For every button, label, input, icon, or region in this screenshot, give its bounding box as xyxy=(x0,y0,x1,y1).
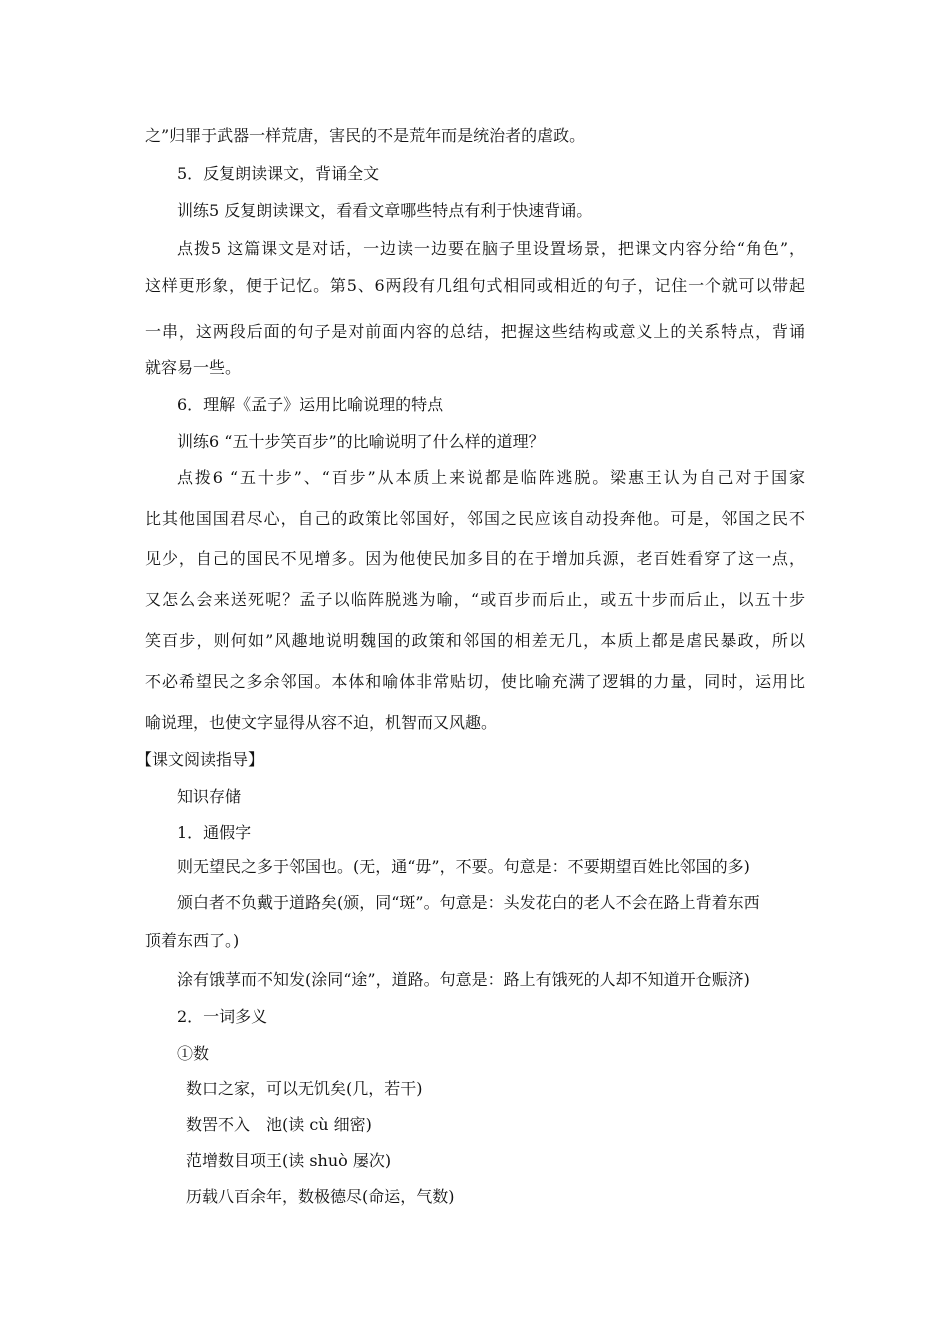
exercise-5: 训练5 反复朗读课文，看看文章哪些特点有利于快速背诵。 xyxy=(177,201,593,220)
example-line: 涂有饿莩而不知发(涂同“途”，道路。句意是：路上有饿死的人却不知道开仓赈济) xyxy=(177,970,750,989)
definition-line: 数口之家，可以无饥矣(几，若干) xyxy=(186,1079,423,1098)
definition-line: 历载八百余年，数极德尽(命运，气数) xyxy=(186,1187,455,1206)
definition-line: 数罟不入 池(读 cù 细密) xyxy=(186,1115,372,1134)
text-line: 之”归罪于武器一样荒唐，害民的不是荒年而是统治者的虐政。 xyxy=(145,126,586,145)
section-heading-2: 2．一词多义 xyxy=(177,1007,268,1026)
hint-6-line: 点拨6 “五十步”、“百步”从本质上来说都是临阵逃脱。梁惠王认为自己对于国家 xyxy=(177,468,805,487)
reading-guide-heading: 【课文阅读指导】 xyxy=(136,750,265,769)
text-line: 喻说理，也使文字显得从容不迫，机智而又风趣。 xyxy=(145,713,498,732)
example-line: 则无望民之多于邻国也。(无，通“毋”，不要。句意是：不要期望百姓比邻国的多) xyxy=(177,857,750,876)
definition-line: 范增数目项王(读 shuò 屡次) xyxy=(186,1151,392,1170)
example-line: 颁白者不负戴于道路矣(颁，同“斑”。句意是：头发花白的老人不会在路上背着东西 xyxy=(177,893,760,912)
text-line: 见少，自己的国民不见增多。因为他使民加多目的在于增加兵源，老百姓看穿了这一点， xyxy=(145,549,805,568)
text-line: 这样更形象，便于记忆。第5、6两段有几组句式相同或相近的句子，记住一个就可以带起 xyxy=(145,276,805,295)
exercise-6: 训练6 “五十步笑百步”的比喻说明了什么样的道理？ xyxy=(177,432,545,451)
text-line: 比其他国国君尽心，自己的政策比邻国好，邻国之民应该自动投奔他。可是，邻国之民不 xyxy=(145,509,805,528)
text-line: 一串，这两段后面的句子是对前面内容的总结，把握这些结构或意义上的关系特点，背诵 xyxy=(145,322,805,341)
text-line: 又怎么会来送死呢？孟子以临阵脱逃为喻，“或百步而后止，或五十步而后止，以五十步 xyxy=(145,590,805,609)
text-line: 就容易一些。 xyxy=(145,358,242,377)
subheading-knowledge: 知识存储 xyxy=(177,787,242,806)
text-line: 顶着东西了。) xyxy=(145,931,240,950)
word-heading: ①数 xyxy=(177,1044,210,1063)
text-line: 不必希望民之多余邻国。本体和喻体非常贴切，使比喻充满了逻辑的力量，同时，运用比 xyxy=(145,672,805,691)
section-heading-1: 1．通假字 xyxy=(177,823,252,842)
text-line: 笑百步，则何如”风趣地说明魏国的政策和邻国的相差无几，本质上都是虐民暴政，所以 xyxy=(145,631,805,650)
section-heading-6: 6．理解《孟子》运用比喻说理的特点 xyxy=(177,395,444,414)
section-heading-5: 5．反复朗读课文，背诵全文 xyxy=(177,164,380,183)
hint-5-line: 点拨5 这篇课文是对话，一边读一边要在脑子里设置场景，把课文内容分给“角色”， xyxy=(177,239,805,258)
